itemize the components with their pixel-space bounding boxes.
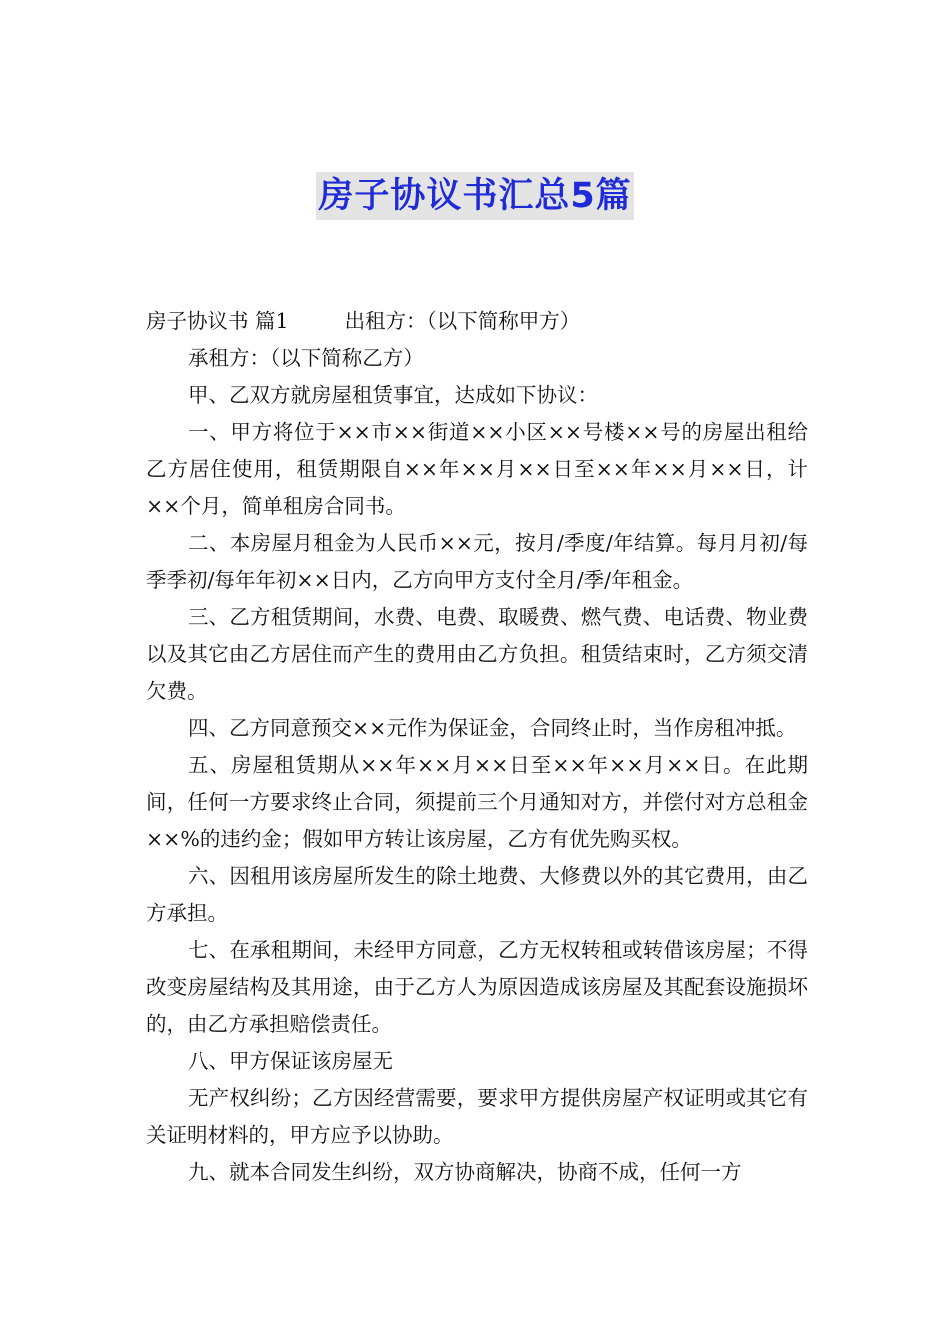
first-line	[146, 303, 808, 340]
paragraph-clause-1: 一、甲方将位于××市××街道××小区××号楼××号的房屋出租给乙方居住使用，租赁期限自××年××月××日至××年××月××日，计××个月，简单租房合同书。	[146, 420, 808, 518]
paragraph-clause-8-cont: 无产权纠纷；乙方因经营需要，要求甲方提供房屋产权证明或其它有关证明材料的，甲方应予以协助。	[146, 1086, 808, 1147]
paragraph-preamble: 甲、乙双方就房屋租赁事宜，达成如下协议：	[188, 383, 598, 407]
paragraph-clause-2: 二、本房屋月租金为人民币××元，按月/季度/年结算。每月月初/每季季初/每年年初××日内，乙方向甲方支付全月/季/年租金。	[146, 531, 808, 592]
lessor-line: 出租方：（以下简称甲方）	[344, 309, 581, 333]
paragraph-lessee: 承租方：（以下简称乙方）	[188, 346, 424, 370]
paragraph-clause-3: 三、乙方租赁期间，水费、电费、取暖费、燃气费、电话费、物业费以及其它由乙方居住而产生的费用由乙方负担。租赁结束时，乙方须交清欠费。	[146, 605, 808, 703]
document-title: 房子协议书汇总5篇	[316, 172, 633, 220]
section-heading: 房子协议书 篇1	[146, 309, 289, 333]
paragraph-clause-4: 四、乙方同意预交××元作为保证金，合同终止时，当作房租冲抵。	[188, 716, 797, 740]
paragraph-clause-5: 五、房屋租赁期从××年××月××日至××年××月××日。在此期间，任何一方要求终止合同，须提前三个月通知对方，并偿付对方总租金××%的违约金；假如甲方转让该房屋，乙方有优先购买权。	[146, 753, 808, 851]
paragraph-clause-9: 九、就本合同发生纠纷，双方协商解决，协商不成，任何一方	[188, 1160, 742, 1184]
paragraph-clause-8: 八、甲方保证该房屋无	[188, 1049, 393, 1073]
paragraph-clause-7: 七、在承租期间，未经甲方同意，乙方无权转租或转借该房屋；不得改变房屋结构及其用途，由于乙方人为原因造成该房屋及其配套设施损坏的，由乙方承担赔偿责任。	[146, 938, 808, 1036]
document-body	[146, 303, 808, 1191]
title-container	[0, 172, 950, 220]
paragraph-clause-6: 六、因租用该房屋所发生的除土地费、大修费以外的其它费用，由乙方承担。	[146, 864, 808, 925]
